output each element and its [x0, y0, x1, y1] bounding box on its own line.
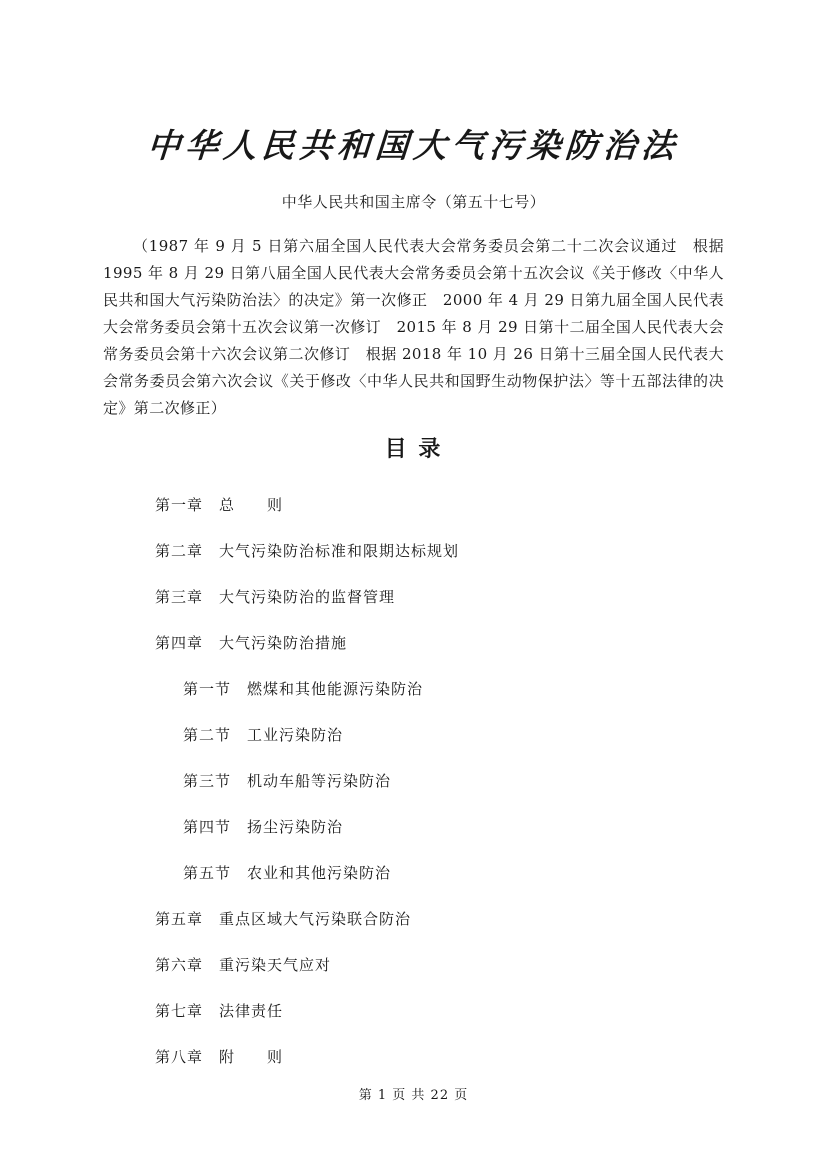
document-title: 中华人民共和国大气污染防治法: [145, 126, 681, 165]
toc-heading: 目 录: [384, 437, 443, 462]
toc-item-section-5: 第五节 农业和其他污染防治: [183, 864, 392, 882]
toc-item-section-3: 第三节 机动车船等污染防治: [183, 772, 392, 790]
toc-item-section-4: 第四节 扬尘污染防治: [183, 818, 344, 836]
toc-item-chapter-1: 第一章 总 则: [155, 496, 284, 514]
toc-item-chapter-7: 第七章 法律责任: [155, 1002, 284, 1020]
toc-item-chapter-3: 第三章 大气污染防治的监督管理: [155, 588, 396, 606]
toc-item-section-1: 第一节 燃煤和其他能源污染防治: [183, 680, 424, 698]
amendment-history-paragraph: （1987 年 9 月 5 日第六届全国人民代表大会常务委员会第二十二次会议通过 根据 1995 年 8 月 29 日第八届全国人民代表大会常务委员会第十五次会议《关于修改〈中华人民共和国大气污染防治法〉的决定》第一次修正 2000 年 4 月 29 日第九届全国人民代表大会常务委员会第十五次会议第一次修订 2015 年 8 月 29 日第十二届全国人民代表大会常务委员会第十六次会议第二次修订 根据 2018 年 10 月 26 日第十三届全国人民代表大会常务委员会第六次会议《关于修改〈中华人民共和国野生动物保护法〉等十五部法律的决定》第二次修正）: [103, 237, 724, 417]
toc-item-chapter-6: 第六章 重污染天气应对: [155, 956, 332, 974]
toc-item-section-2: 第二节 工业污染防治: [183, 726, 344, 744]
table-of-contents: [103, 497, 724, 1095]
presidential-decree-subtitle: 中华人民共和国主席令（第五十七号）: [281, 193, 546, 211]
toc-item-chapter-4: 第四章 大气污染防治措施: [155, 634, 348, 652]
toc-item-chapter-2: 第二章 大气污染防治标准和限期达标规划: [155, 542, 460, 560]
toc-item-chapter-8: 第八章 附 则: [155, 1048, 284, 1066]
page-number-indicator: 第 1 页 共 22 页: [358, 1088, 469, 1103]
toc-item-chapter-5: 第五章 重点区域大气污染联合防治: [155, 910, 412, 928]
